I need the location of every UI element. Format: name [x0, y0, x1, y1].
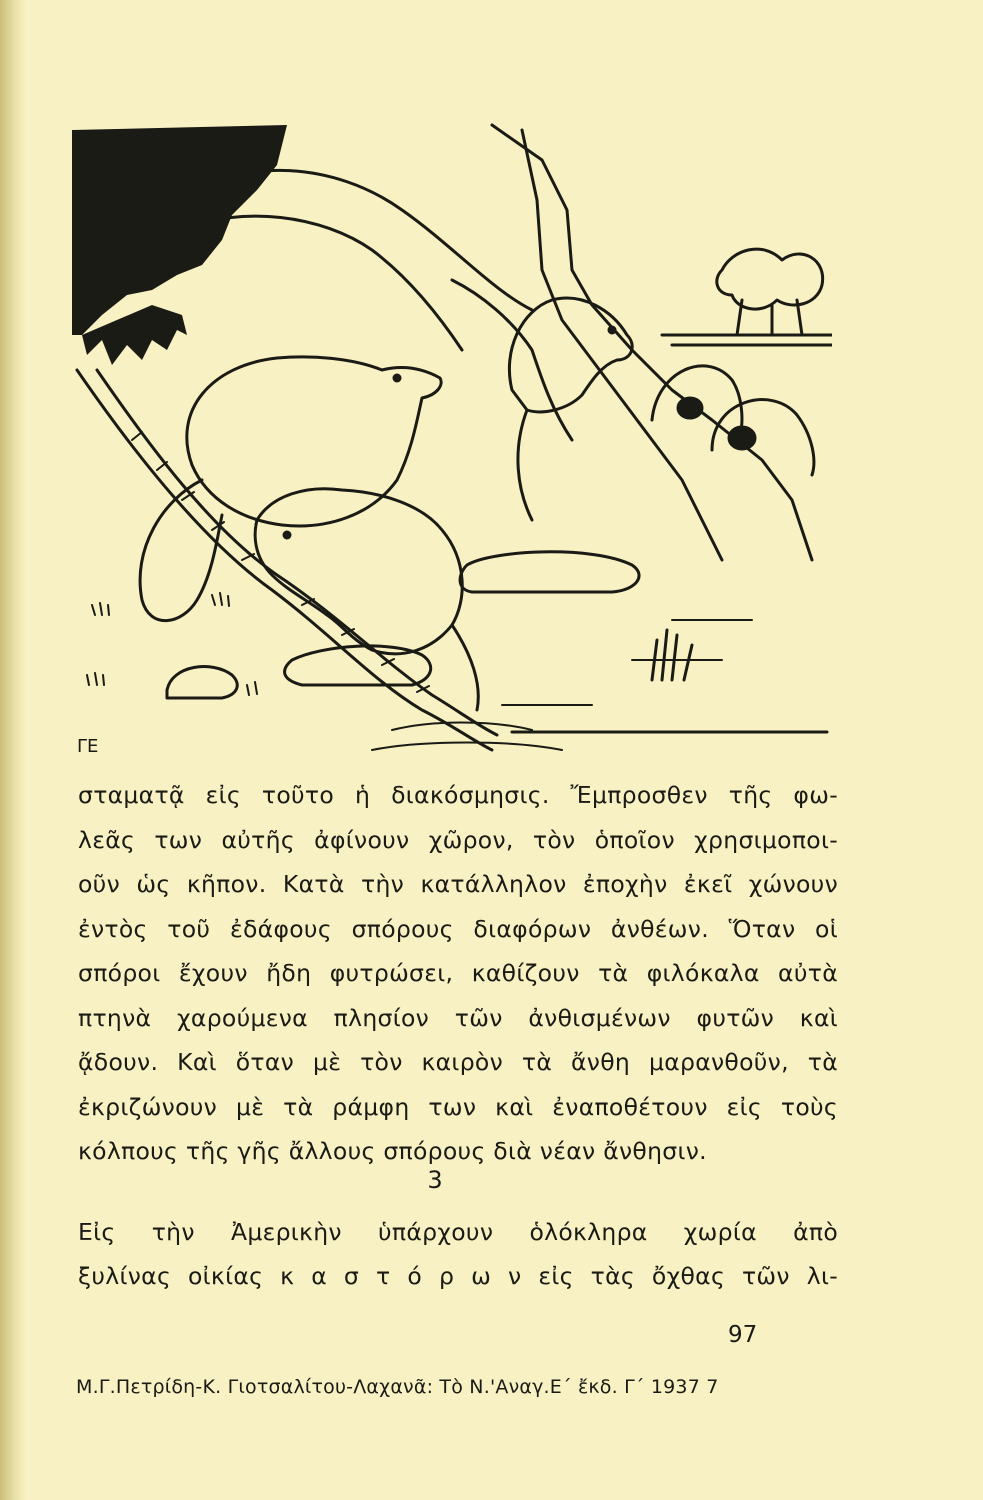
- cliff-outline: [492, 125, 812, 560]
- distant-trees: [717, 249, 823, 309]
- paragraph-2-line: Εἰς τὴν Ἀμερικὴν ὑπάρχουν ὁλόκληρα χωρία ἀπὸ: [78, 1218, 838, 1246]
- beaver-illustration-drawing: [72, 120, 832, 770]
- imprint-footer: Μ.Γ.Πετρίδη-Κ. Γιοτσαλίτου-Λαχανᾶ: Τὸ Ν.'Αναγ.Ε΄ ἔκδ. Γ΄ 1937 7: [76, 1376, 719, 1398]
- paragraph-1-line: κόλπους τῆς γῆς ἄλλους σπόρους διὰ νέαν ἄνθησιν.: [78, 1137, 707, 1165]
- rock-left: [167, 667, 237, 698]
- paragraph-1-line: ἐντὸς τοῦ ἐδάφους σπόρους διαφόρων ἀνθέων. Ὅταν οἱ: [78, 914, 838, 943]
- page-number: 97: [728, 1322, 758, 1348]
- paragraph-1-line: λεᾶς των αὐτῆς ἀφίνουν χῶρον, τὸν ὁποῖον χρησιμοποι-: [78, 825, 838, 854]
- beaver-illustration: [72, 120, 832, 770]
- lake-shore: [662, 335, 832, 345]
- beaver-large-body: [187, 357, 441, 526]
- foliage-mass: [72, 125, 287, 335]
- overhanging-branch-lower: [182, 216, 462, 350]
- rock-middle: [460, 552, 639, 592]
- paragraph-1-line: σπόροι ἔχουν ἤδη φυτρώσει, καθίζουν τὰ φιλόκαλα αὐτὰ: [78, 959, 838, 987]
- paragraph-1-line: πτηνὰ χαρούμενα πλησίον τῶν ἀνθισμένων φυτῶν καὶ: [78, 1003, 838, 1032]
- paragraph-1-line: ᾄδουν. Καὶ ὅταν μὲ τὸν καιρὸν τὰ ἄνθη μαρανθοῦν, τὰ: [78, 1048, 838, 1076]
- beaver-on-cliff: [509, 298, 632, 412]
- beaver-on-cliff-eye: [609, 327, 615, 333]
- beaver-on-cliff-tail: [518, 410, 532, 520]
- tree-trunk-bottom: [97, 370, 497, 735]
- paragraph-1: [78, 773, 838, 1174]
- reeds: [652, 630, 692, 680]
- illustrator-monogram: ΓΕ: [77, 736, 99, 757]
- lodge-2-door: [729, 427, 755, 449]
- paragraph-2: [78, 1210, 838, 1298]
- lodge-1-door: [678, 398, 702, 418]
- beaver-small-eye: [284, 532, 290, 538]
- paragraph-2-line: ξυλίνας οἰκίας κ α σ τ ό ρ ω ν εἰς τὰς ὄχθας τῶν λι-: [78, 1262, 838, 1290]
- book-gutter-shadow: [0, 0, 26, 1500]
- paragraph-1-line: ἐκριζώνουν μὲ τὰ ράμφη των καὶ ἐναποθέτουν εἰς τοὺς: [78, 1092, 838, 1121]
- section-number: 3: [427, 1166, 443, 1194]
- beaver-large-tail: [140, 480, 222, 621]
- paragraph-1-line: σταματᾷ εἰς τοῦτο ἡ διακόσμησις. Ἔμπροσθεν τῆς φω-: [78, 781, 838, 809]
- beaver-small-tail: [452, 625, 478, 710]
- beaver-large-eye: [394, 375, 400, 381]
- paragraph-1-line: οῦν ὡς κῆπον. Κατὰ τὴν κατάλληλον ἐποχὴν ἐκεῖ χώνουν: [78, 870, 838, 898]
